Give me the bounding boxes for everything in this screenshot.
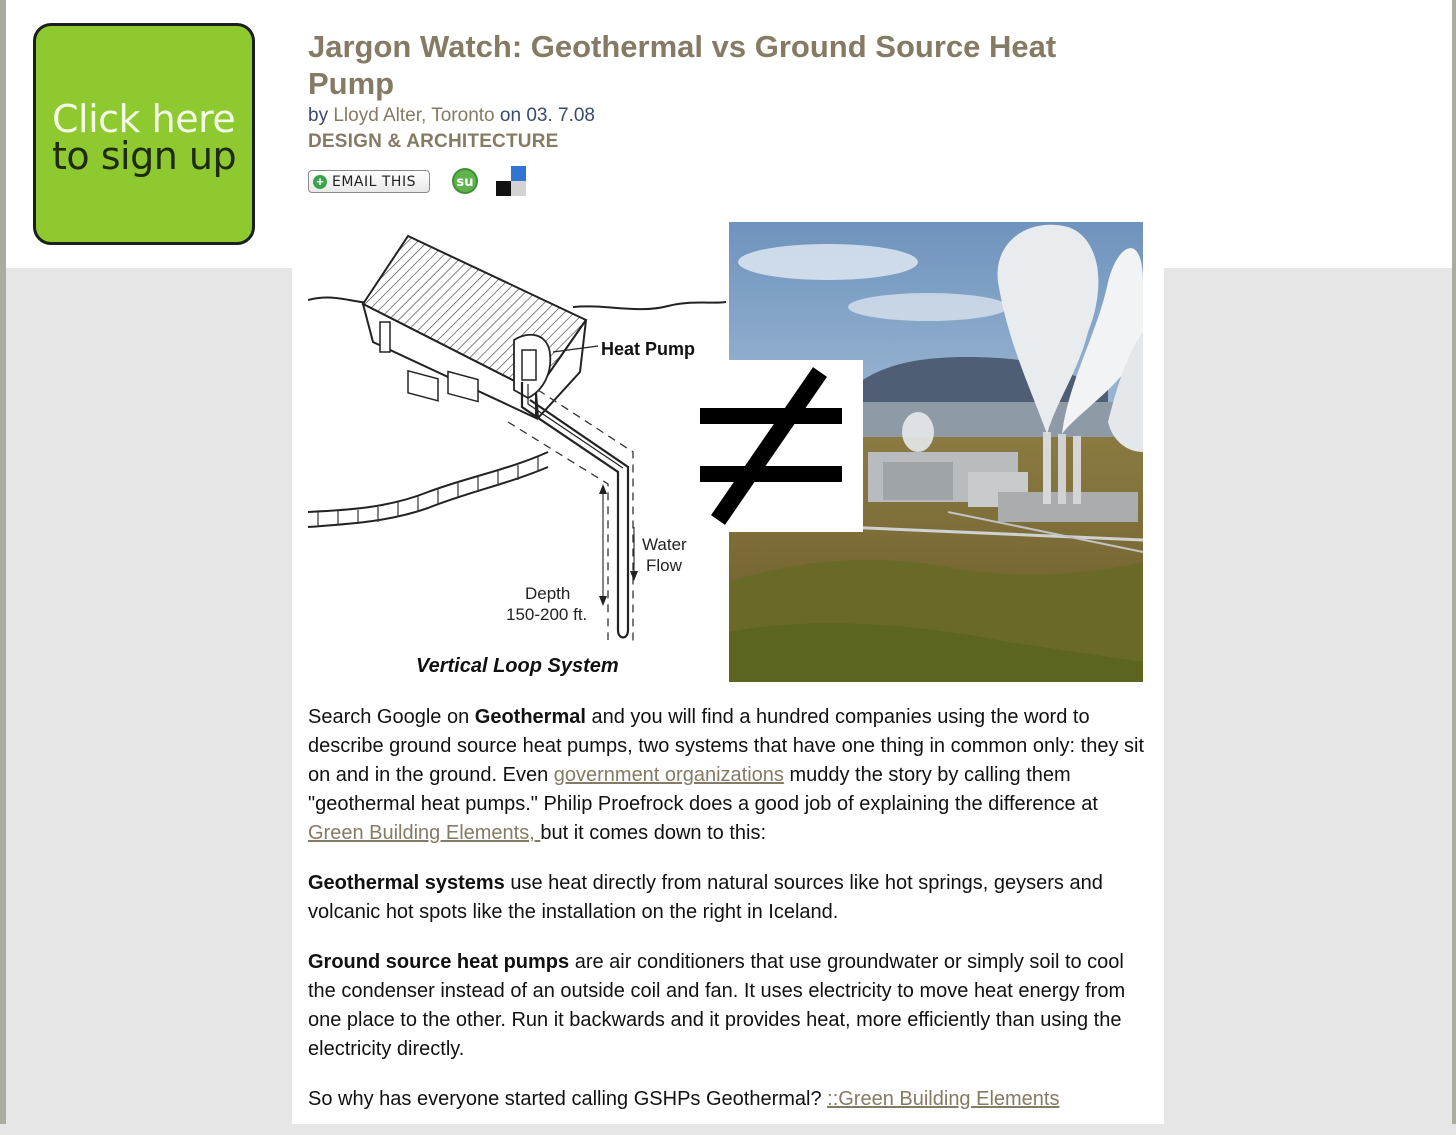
p3-text: are air conditioners that use groundwater or simply soil to cool the condenser instead of an outside coil and fan. It uses electricity to move heat energy from one place to the other. Run it backwards and it provides heat, more efficiently than using the electricity directly.: [308, 951, 1126, 1060]
depth-label-1: Depth: [525, 584, 571, 603]
signup-line-1: Click here: [52, 97, 236, 141]
email-this-label: EMAIL THIS: [332, 173, 416, 190]
page-right-border: [1452, 0, 1456, 1124]
p2-bold-geothermal-systems: Geothermal systems: [308, 872, 505, 894]
paragraph-1: [308, 703, 1150, 848]
water-label-1: Water: [642, 535, 687, 554]
depth-label-2: 150-200 ft.: [506, 605, 588, 624]
p4-text: So why has everyone started calling GSHPs Geothermal?: [308, 1088, 828, 1110]
green-building-elements-link[interactable]: Green Building Elements,: [308, 822, 541, 844]
byline-by: by: [308, 105, 334, 126]
geothermal-plant-photo: [729, 222, 1143, 682]
p1-bold-geothermal: Geothermal: [474, 706, 586, 728]
government-organizations-link[interactable]: government organizations: [553, 764, 784, 786]
plus-icon: +: [313, 175, 327, 189]
signup-line-2: to sign up: [52, 134, 237, 178]
signup-banner-button[interactable]: [33, 23, 255, 245]
p1-text-2: and you will find a hundred companies using the word to describe ground source heat pumps, two systems that have one thing in common only: they sit on and in the ground. Even: [308, 706, 1144, 786]
heat-pump-label: Heat Pump: [601, 339, 696, 359]
article-figure: [308, 222, 1144, 682]
paragraph-2: [308, 869, 1150, 927]
vertical-loop-diagram: [308, 222, 728, 682]
p2-text: use heat directly from natural sources like hot springs, geysers and volcanic hot spots like the installation on the right in Iceland.: [308, 872, 1103, 923]
stumbleupon-icon[interactable]: [451, 167, 479, 195]
author-link[interactable]: Lloyd Alter, Toronto: [333, 105, 495, 126]
p1-text-4: but it comes down to this:: [540, 822, 767, 844]
p3-bold-gshp: Ground source heat pumps: [308, 951, 570, 973]
article-title: Jargon Watch: Geothermal vs Ground Source Heat Pump: [308, 29, 1057, 101]
email-this-button[interactable]: [308, 170, 430, 193]
p1-text-1: Search Google on: [308, 706, 475, 728]
category-link[interactable]: DESIGN & ARCHITECTURE: [308, 131, 559, 152]
water-label-2: Flow: [646, 556, 682, 575]
paragraph-4: [308, 1085, 1150, 1114]
post-date: 03. 7.08: [526, 105, 595, 126]
byline-on: on: [494, 105, 527, 126]
p1-text-3: muddy the story by calling them "geothermal heat pumps." Philip Proefrock does a good job of explaining the difference at: [308, 764, 1098, 815]
figure-caption: Vertical Loop System: [416, 655, 619, 677]
article-body: [308, 703, 1150, 1135]
paragraph-3: [308, 948, 1150, 1064]
delicious-icon[interactable]: [496, 166, 526, 196]
green-building-elements-source-link[interactable]: ::Green Building Elements: [827, 1088, 1060, 1110]
stumbleupon-icon-text: su: [456, 175, 474, 190]
byline: [308, 105, 595, 127]
